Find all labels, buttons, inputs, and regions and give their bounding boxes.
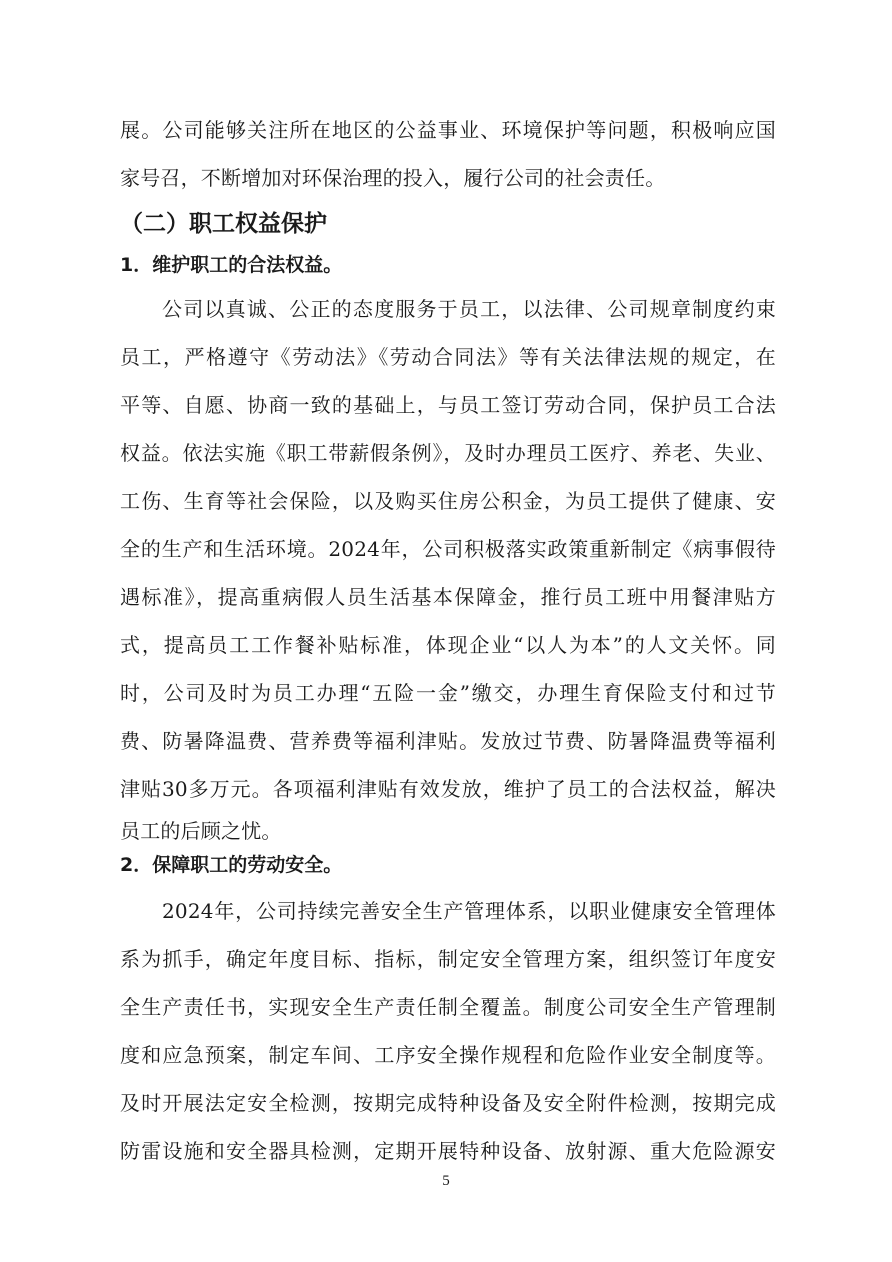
- paragraph-line: 员工，严格遵守《劳动法》《劳动合同法》等有关法律法规的规定，在: [120, 345, 776, 369]
- paragraph-line: 员工的后顾之忧。: [120, 819, 282, 843]
- paragraph-line: 全的生产和生活环境。2024年，公司积极落实政策重新制定《病事假待: [120, 537, 776, 561]
- section-heading: （二）职工权益保护: [120, 211, 327, 237]
- paragraph-line: 防雷设施和安全器具检测，定期开展特种设备、放射源、重大危险源安: [120, 1139, 776, 1163]
- subsection-heading: 2．保障职工的劳动安全。: [120, 854, 343, 876]
- paragraph-line: 及时开展法定安全检测，按期完成特种设备及安全附件检测，按期完成: [120, 1091, 776, 1115]
- paragraph-line: 展。公司能够关注所在地区的公益事业、环境保护等问题，积极响应国: [120, 118, 776, 142]
- paragraph-line: 公司以真诚、公正的态度服务于员工，以法律、公司规章制度约束: [162, 297, 776, 321]
- paragraph-line: 家号召，不断增加对环保治理的投入，履行公司的社会责任。: [120, 166, 666, 190]
- paragraph-line: 全生产责任书，实现安全生产责任制全覆盖。制度公司安全生产管理制: [120, 995, 776, 1019]
- paragraph-line: 系为抓手，确定年度目标、指标，制定安全管理方案，组织签订年度安: [120, 947, 776, 971]
- subsection-heading: 1．维护职工的合法权益。: [120, 254, 343, 276]
- paragraph-line: 津贴30多万元。各项福利津贴有效发放，维护了员工的合法权益，解决: [120, 777, 776, 801]
- paragraph-line: 平等、自愿、协商一致的基础上，与员工签订劳动合同，保护员工合法: [120, 393, 776, 417]
- paragraph-line: 权益。依法实施《职工带薪假条例》，及时办理员工医疗、养老、失业、: [120, 441, 776, 465]
- paragraph-line: 工伤、生育等社会保险，以及购买住房公积金，为员工提供了健康、安: [120, 489, 776, 513]
- page-number: 5: [442, 1173, 450, 1189]
- paragraph-line: 2024年，公司持续完善安全生产管理体系，以职业健康安全管理体: [162, 899, 776, 923]
- paragraph-line: 度和应急预案，制定车间、工序安全操作规程和危险作业安全制度等。: [120, 1043, 776, 1067]
- paragraph-line: 遇标准》，提高重病假人员生活基本保障金，推行员工班中用餐津贴方: [120, 585, 776, 609]
- paragraph-line: 时，公司及时为员工办理“五险一金”缴交，办理生育保险支付和过节: [120, 681, 776, 705]
- paragraph-line: 式，提高员工工作餐补贴标准，体现企业“以人为本”的人文关怀。同: [120, 633, 776, 657]
- paragraph-line: 费、防暑降温费、营养费等福利津贴。发放过节费、防暑降温费等福利: [120, 729, 776, 753]
